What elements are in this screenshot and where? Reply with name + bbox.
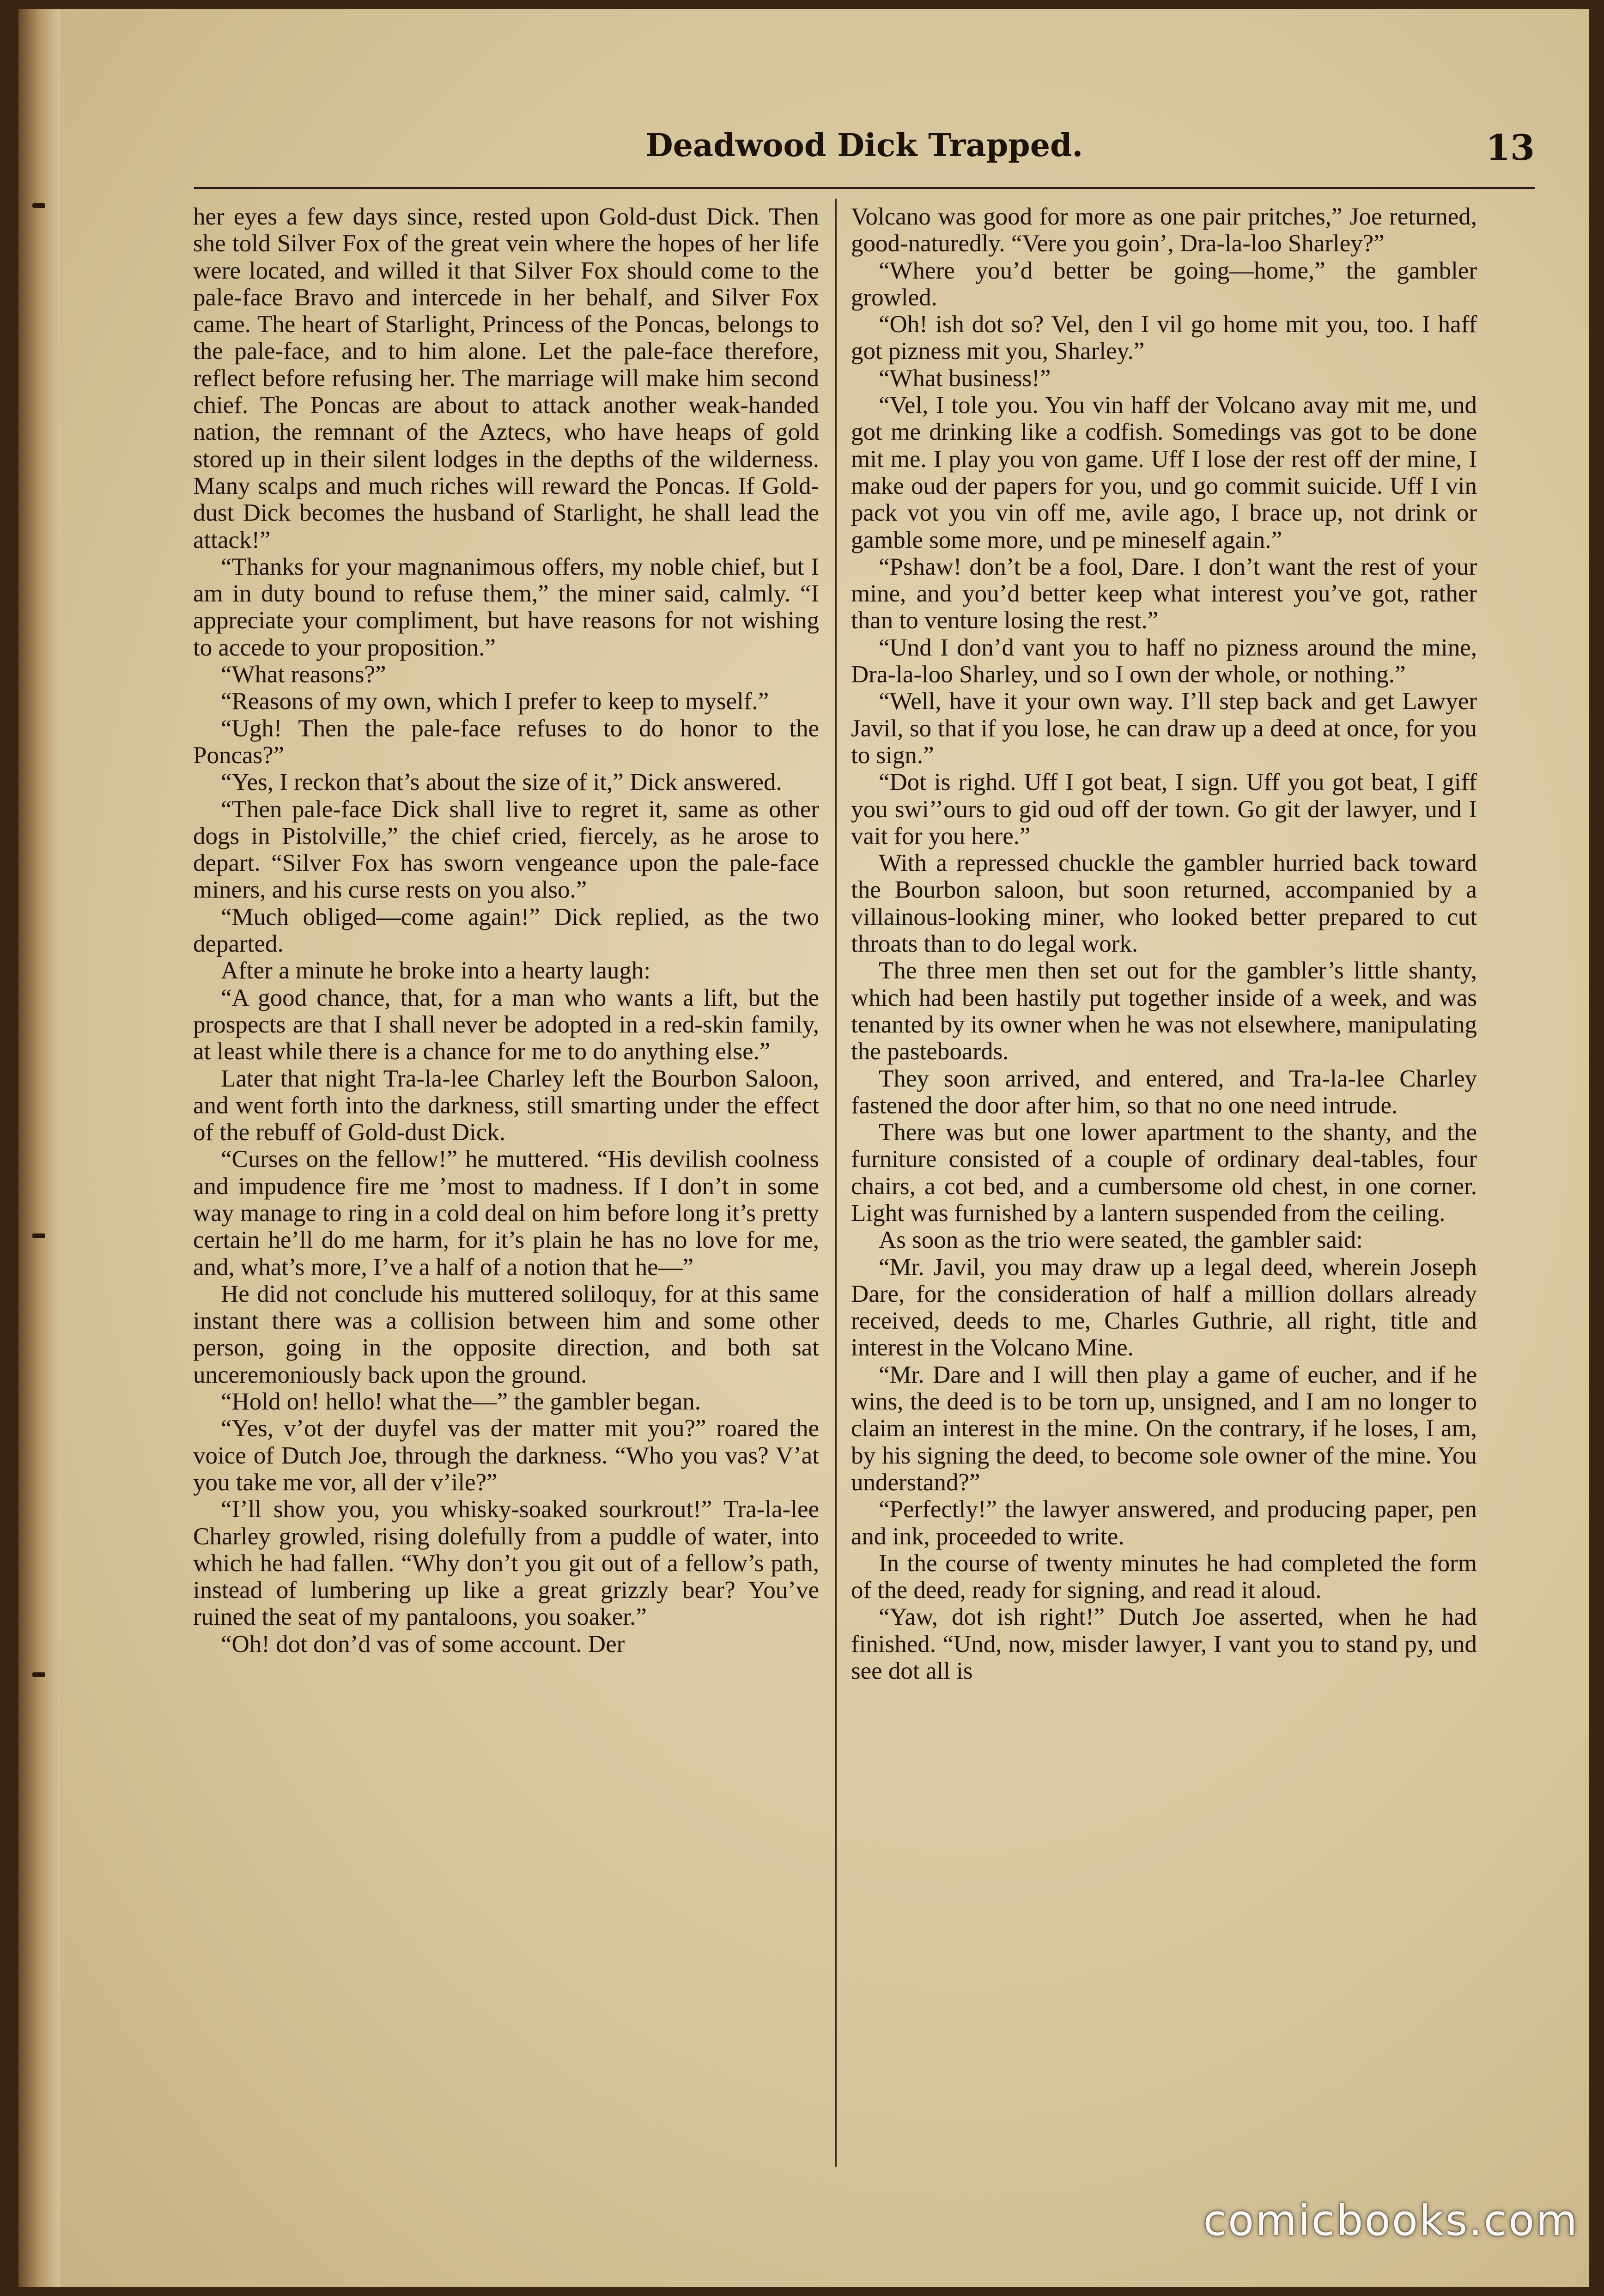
paragraph: “Hold on! hello! what the—” the gambler began.	[221, 1388, 701, 1415]
paragraph: Volcano was good for more as one pair pritches,” Joe returned, good-naturedly. “Vere you goin’, Dra-la-loo Sharley?”	[851, 203, 1477, 257]
paragraph: “I’ll show you, you whisky-soaked sourkrout!” Tra-la-lee Charley growled, rising dolefully from a puddle of water, into which he had fallen. “Why don’t you git out of a fellow’s path, instead of lumbering up like a great grizzly bear? You’ve ruined the seat of my pantaloons, you soaker.”	[193, 1496, 819, 1631]
page-number: 13	[1486, 127, 1535, 168]
paragraph: “A good chance, that, for a man who wants a lift, but the prospects are that I shall never be adopted in a red-skin family, at least while there is a chance for me to do anything else.”	[193, 984, 819, 1065]
paragraph: “What reasons?”	[221, 661, 386, 688]
paragraph: “Mr. Dare and I will then play a game of eucher, and if he wins, the deed is to be torn up, unsigned, and I am no longer to claim an interest in the mine. On the contrary, if he loses, I am, by his signing the deed, to become sole owner of the mine. You understand?”	[851, 1361, 1477, 1496]
binding-stitch	[32, 1672, 45, 1677]
paragraph: “Vel, I tole you. You vin haff der Volcano avay mit me, und got me drinking like a codfish. Somedings vas got to be done mit me. I play you von game. Uff I lose der rest off der mine, I make oud der papers for you, und go commit suicide. Uff I vin pack vot you vin off me, avile ago, I brace up, not drink or gamble some more, und pe mineself again.”	[851, 392, 1477, 553]
header-rule	[194, 187, 1535, 189]
paragraph: Later that night Tra-la-lee Charley left the Bourbon Saloon, and went forth into the darkness, still smarting under the effect of the rebuff of Gold-dust Dick.	[193, 1065, 819, 1146]
paragraph: “Thanks for your magnanimous offers, my noble chief, but I am in duty bound to refuse them,” the miner said, calmly. “I appreciate your compliment, but have reasons for not wishing to accede to your proposition.”	[193, 553, 819, 661]
binding-stitch	[32, 203, 45, 208]
paragraph: “Oh! dot don’d vas of some account. Der	[221, 1630, 625, 1658]
paragraph: After a minute he broke into a hearty laugh:	[221, 957, 651, 984]
paragraph: “Yes, I reckon that’s about the size of it,” Dick answered.	[221, 769, 782, 796]
paragraph: “Perfectly!” the lawyer answered, and producing paper, pen and ink, proceeded to write.	[851, 1496, 1477, 1550]
paragraph: her eyes a few days since, rested upon Gold-dust Dick. Then she told Silver Fox of the great vein where the hopes of her life were located, and willed it that Silver Fox should come to the pale-face Bravo and intercede in her behalf, and Silver Fox came. The heart of Starlight, Princess of the Poncas, belongs to the pale-face, and to him alone. Let the pale-face therefore, reflect before refusing her. The marriage will make him second chief. The Poncas are about to attack another weak-handed nation, the remnant of the Aztecs, who have heaps of gold stored up in their silent lodges in the depths of the wilderness. Many scalps and much riches will reward the Poncas. If Gold-dust Dick becomes the husband of Starlight, he shall lead the attack!”	[193, 203, 819, 553]
paragraph: “Dot is righd. Uff I got beat, I sign. Uff you got beat, I giff you swi’’ours to gid oud off der town. Go git der lawyer, und I vait for you here.”	[851, 769, 1477, 850]
paragraph: As soon as the trio were seated, the gambler said:	[879, 1227, 1363, 1254]
paragraph: With a repressed chuckle the gambler hurried back toward the Bourbon saloon, but soon returned, accompanied by a villainous-looking miner, who looked better prepared to cut throats than to do legal work.	[851, 850, 1477, 958]
paragraph: “Reasons of my own, which I prefer to keep to myself.”	[221, 688, 769, 715]
binding-stitch	[32, 1233, 45, 1238]
running-header	[194, 127, 1535, 178]
paragraph: There was but one lower apartment to the shanty, and the furniture consisted of a couple of ordinary deal-tables, four chairs, a cot bed, and a cumbersome old chest, in one corner. Light was furnished by a lantern suspended from the ceiling.	[851, 1119, 1477, 1227]
paragraph: In the course of twenty minutes he had completed the form of the deed, ready for signing, and read it aloud.	[851, 1549, 1477, 1604]
column-divider	[835, 199, 837, 2167]
paragraph: “Curses on the fellow!” he muttered. “His devilish coolness and impudence fire me ’most to madness. If I don’t in some way manage to ring in a cold deal on him before long it’s pretty certain he’ll do me harm, for it’s plain he has no love for me, and, what’s more, I’ve a half of a notion that he—”	[193, 1146, 819, 1281]
running-title: Deadwood Dick Trapped.	[645, 127, 1083, 164]
paragraph: “Oh! ish dot so? Vel, den I vil go home mit you, too. I haff got pizness mit you, Sharley.”	[851, 311, 1477, 365]
paragraph: “Mr. Javil, you may draw up a legal deed, wherein Joseph Dare, for the consideration of half a million dollars already received, deeds to me, Charles Guthrie, all right, title and interest in the Volcano Mine.	[851, 1253, 1477, 1361]
paragraph: “Ugh! Then the pale-face refuses to do honor to the Poncas?”	[193, 715, 819, 769]
paragraph: “Where you’d better be going—home,” the gambler growled.	[851, 257, 1477, 311]
left-text-column	[193, 203, 819, 1658]
paragraph: “Pshaw! don’t be a fool, Dare. I don’t want the rest of your mine, and you’d better keep what interest you’ve got, rather than to venture losing the rest.”	[851, 553, 1477, 634]
paragraph: “Well, have it your own way. I’ll step back and get Lawyer Javil, so that if you lose, he can draw up a deed at once, for you to sign.”	[851, 688, 1477, 769]
paragraph: “Yes, v’ot der duyfel vas der matter mit you?” roared the voice of Dutch Joe, through the darkness. “Who you vas? V’at you take me vor, all der v’ile?”	[193, 1415, 819, 1496]
paragraph: “Then pale-face Dick shall live to regret it, same as other dogs in Pistolville,” the chief cried, fiercely, as he arose to depart. “Silver Fox has sworn vengeance upon the pale-face miners, and his curse rests on you also.”	[193, 796, 819, 904]
watermark-text: comicbooks.com	[1203, 2196, 1579, 2245]
right-text-column	[851, 203, 1477, 1684]
paragraph: “Much obliged—come again!” Dick replied, as the two departed.	[193, 903, 819, 958]
page-binding	[18, 9, 60, 2287]
paragraph: “Yaw, dot ish right!” Dutch Joe asserted, when he had finished. “Und, now, misder lawyer, I vant you to stand py, und see dot all is	[851, 1604, 1477, 1685]
paragraph: They soon arrived, and entered, and Tra-la-lee Charley fastened the door after him, so that no one need intrude.	[851, 1065, 1477, 1119]
paragraph: He did not conclude his muttered soliloquy, for at this same instant there was a collision between him and some other person, going in the opposite direction, and both sat unceremoniously back upon the ground.	[193, 1280, 819, 1388]
paragraph: The three men then set out for the gambler’s little shanty, which had been hastily put together inside of a week, and was tenanted by its owner when he was not elsewhere, manipulating the pasteboards.	[851, 957, 1477, 1065]
paragraph: “What business!”	[879, 364, 1051, 392]
paragraph: “Und I don’d vant you to haff no pizness around the mine, Dra-la-loo Sharley, und so I own der whole, or nothing.”	[851, 634, 1477, 688]
